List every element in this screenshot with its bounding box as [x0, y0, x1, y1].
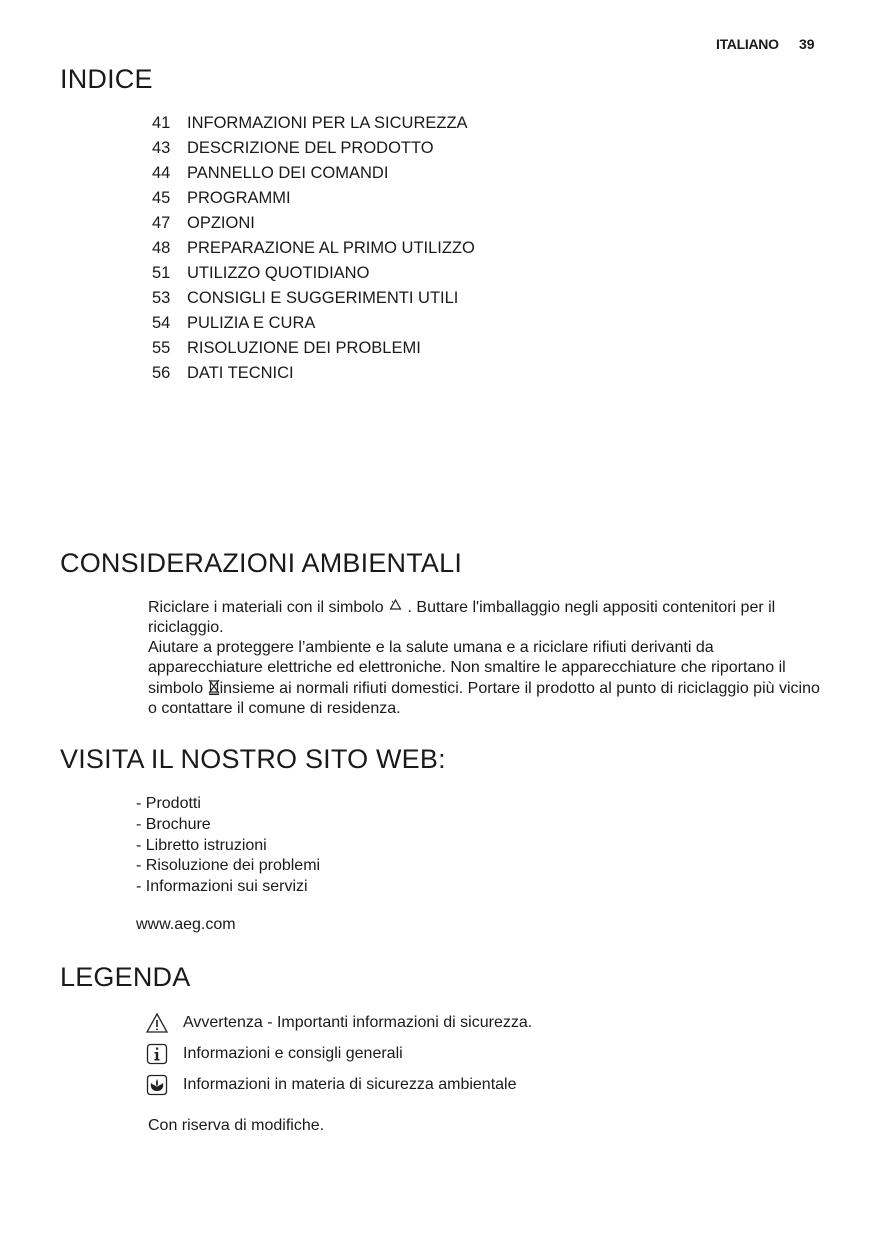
- legend-title: LEGENDA: [60, 962, 191, 992]
- env-text-1a: Riciclare i materiali con il simbolo: [148, 599, 384, 616]
- info-icon: [146, 1043, 168, 1065]
- legend-text-warning: Avvertenza - Importanti informazioni di sicurezza.: [183, 1014, 533, 1031]
- legend-text-environment: Informazioni in materia di sicurezza ambientale: [183, 1076, 517, 1093]
- toc-page-number: 56: [152, 364, 171, 382]
- toc-item[interactable]: [148, 163, 548, 188]
- toc-item[interactable]: [148, 188, 548, 213]
- environment-icon: [146, 1074, 168, 1096]
- toc-title: UTILIZZO QUOTIDIANO: [187, 264, 370, 282]
- environment-title: CONSIDERAZIONI AMBIENTALI: [60, 548, 463, 578]
- env-text-1b: . Buttare l'imballaggio negli appositi contenitori per il riciclaggio.: [148, 599, 776, 636]
- toc-title: PROGRAMMI: [187, 189, 291, 207]
- toc-title: PANNELLO DEI COMANDI: [187, 164, 389, 182]
- toc-page-number: 41: [152, 114, 171, 132]
- toc-page-number: 55: [152, 339, 171, 357]
- environment-paragraph-1: [148, 598, 828, 638]
- toc-title: PREPARAZIONE AL PRIMO UTILIZZO: [187, 239, 475, 257]
- website-list-item: - Informazioni sui servizi: [136, 878, 308, 896]
- toc-page-number: 51: [152, 264, 171, 282]
- env-text-2b: insieme ai normali rifiuti domestici. Portare il prodotto al punto di riciclaggio più vicino o contattare il comune di residenza.: [148, 680, 820, 717]
- website-list: [136, 794, 536, 898]
- toc-page-number: 47: [152, 214, 171, 232]
- header-language: ITALIANO: [716, 36, 779, 52]
- environment-text: [148, 598, 828, 719]
- toc-page-number: 45: [152, 189, 171, 207]
- website-list-item: - Prodotti: [136, 795, 201, 812]
- toc-title: DATI TECNICI: [187, 364, 294, 382]
- toc-title: RISOLUZIONE DEI PROBLEMI: [187, 339, 421, 357]
- website-url[interactable]: www.aeg.com: [136, 916, 236, 933]
- toc-title: DESCRIZIONE DEL PRODOTTO: [187, 139, 434, 157]
- legend-text-info: Informazioni e consigli generali: [183, 1045, 403, 1062]
- toc-item[interactable]: [148, 338, 548, 363]
- toc-page-number: 54: [152, 314, 171, 332]
- toc-page-number: 43: [152, 139, 171, 157]
- crossed-bin-icon: [208, 678, 220, 695]
- env-text-2a: Aiutare a proteggere l’ambiente e la salute umana e a riciclare rifiuti derivanti da apparecchiature elettriche ed elettroniche. Non smaltire le apparecchiature che riportano il simbolo: [148, 639, 786, 697]
- toc-page-number: 44: [152, 164, 171, 182]
- table-of-contents: [148, 113, 548, 388]
- warning-icon: [146, 1012, 168, 1034]
- toc-item[interactable]: [148, 238, 548, 263]
- toc-title: OPZIONI: [187, 214, 255, 232]
- legend-item-warning: [146, 1011, 532, 1035]
- website-list-item: - Brochure: [136, 815, 211, 833]
- legend-footer: Con riserva di modifiche.: [148, 1117, 325, 1134]
- toc-item[interactable]: [148, 138, 548, 163]
- environment-paragraph-2: [148, 638, 828, 719]
- toc-page-number: 48: [152, 239, 171, 257]
- toc-page-number: 53: [152, 289, 171, 307]
- toc-title: CONSIGLI E SUGGERIMENTI UTILI: [187, 289, 459, 307]
- legend-item-environment: [146, 1073, 516, 1097]
- recycle-icon: [388, 598, 403, 614]
- toc-item[interactable]: [148, 263, 548, 288]
- index-title: INDICE: [60, 64, 153, 94]
- toc-item[interactable]: [148, 113, 548, 138]
- toc-title: PULIZIA E CURA: [187, 314, 316, 332]
- page-number: 39: [799, 36, 815, 52]
- legend-item-info: [146, 1042, 403, 1066]
- website-list-item: - Libretto istruzioni: [136, 836, 267, 854]
- toc-item[interactable]: [148, 213, 548, 238]
- website-title: VISITA IL NOSTRO SITO WEB:: [60, 744, 446, 774]
- toc-item[interactable]: [148, 363, 548, 388]
- toc-title: INFORMAZIONI PER LA SICUREZZA: [187, 114, 468, 132]
- website-list-item: - Risoluzione dei problemi: [136, 857, 321, 875]
- toc-item[interactable]: [148, 313, 548, 338]
- toc-item[interactable]: [148, 288, 548, 313]
